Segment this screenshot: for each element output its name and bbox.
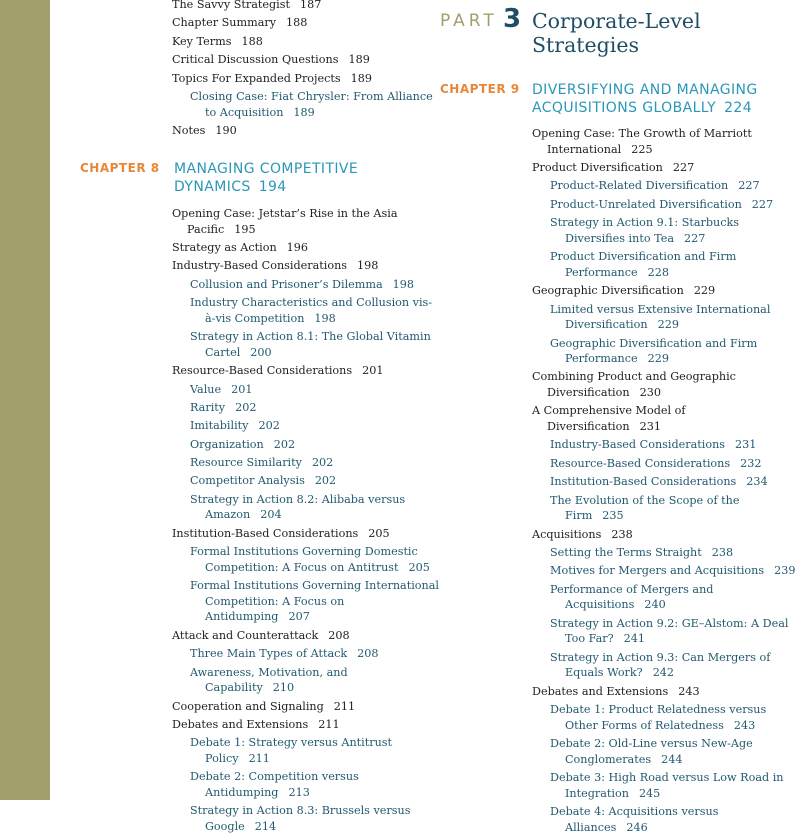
toc-subentry[interactable] [550, 736, 800, 767]
toc-entry-title: Product Diversification and Firm Performance [550, 250, 737, 279]
toc-entry-title: Institution-Based Considerations [550, 475, 737, 489]
toc-entry-page: 231 [735, 438, 757, 452]
toc-entry-title: Imitability [190, 419, 249, 433]
toc-entry-title: Attack and Counterattack [172, 628, 319, 642]
part-number: 3 [503, 4, 522, 34]
part-title: Corporate-Level Strategies [532, 9, 701, 57]
toc-entry-page: 211 [248, 751, 270, 765]
toc-entry[interactable] [172, 699, 440, 715]
toc-entry-page: 198 [314, 311, 336, 325]
toc-subentry[interactable] [190, 277, 440, 293]
toc-entry-page: 241 [623, 632, 645, 646]
toc-entry-title: Debates and Extensions [532, 684, 669, 698]
toc-entry-title: Geographic Diversification and Firm Performance [550, 336, 758, 366]
toc-subentry[interactable] [190, 418, 440, 434]
left-column-top [172, 0, 440, 141]
toc-entry-page: 202 [314, 474, 337, 488]
toc-entry-title: Setting the Terms Straight [550, 546, 702, 559]
toc-subentry[interactable] [550, 336, 800, 367]
toc-entry-title: Resource-Based Considerations [550, 456, 731, 470]
toc-entry-page: 238 [711, 546, 734, 559]
toc-entry-page: 189 [350, 71, 372, 85]
toc-entry-page: 232 [740, 456, 762, 470]
toc-entry-page: 228 [647, 265, 669, 279]
toc-entry-title: Debate 1: Strategy versus Antitrust Policy [190, 736, 393, 765]
chapter-9-page: 224 [724, 99, 752, 116]
toc-entry[interactable] [172, 526, 440, 542]
toc-entry[interactable] [532, 283, 800, 299]
toc-entry[interactable] [172, 258, 440, 274]
toc-entry-title: Strategy in Action 8.2: Alibaba versus Amazon [190, 492, 406, 522]
toc-entry-page: 198 [357, 259, 379, 273]
toc-subentry[interactable] [550, 437, 800, 453]
toc-entry-page: 243 [678, 684, 700, 698]
toc-subentry[interactable] [550, 702, 800, 733]
toc-subentry[interactable] [550, 178, 800, 194]
toc-entry-title: Debates and Extensions [172, 717, 309, 731]
toc-subentry[interactable] [550, 215, 800, 246]
toc-entry-page: 188 [241, 34, 263, 48]
toc-entry[interactable] [172, 363, 440, 379]
toc-entry-page: 202 [258, 419, 280, 433]
toc-entry[interactable] [172, 123, 440, 139]
toc-subentry[interactable] [190, 329, 440, 360]
toc-entry-title: Combining Product and Geographic Diversification [532, 370, 736, 400]
toc-entry-page: 190 [215, 123, 237, 137]
toc-entry-page: 229 [693, 284, 716, 298]
chapter-8-title-text: MANAGING COMPETITIVE DYNAMICS [174, 161, 359, 195]
toc-subentry[interactable] [190, 578, 440, 625]
toc-entry-title: Industry Characteristics and Collusion vis-à-vis Competition [190, 296, 433, 325]
toc-entry-page: 201 [362, 364, 384, 378]
toc-entry-title: Debate 3: High Road versus Low Road in Integration [550, 771, 784, 800]
toc-entry[interactable] [172, 15, 440, 31]
toc-entry-title: Acquisitions [532, 527, 602, 541]
toc-subentry[interactable] [190, 89, 440, 120]
toc-entry-page: 244 [661, 752, 683, 766]
toc-entry-page: 207 [288, 610, 310, 624]
toc-entry-title: Strategy in Action 9.2: GE–Alstom: A Deal Too Far? [550, 616, 789, 646]
toc-entry[interactable] [532, 403, 800, 434]
toc-entry-title: Limited versus Extensive International Diversification [550, 302, 771, 332]
toc-subentry[interactable] [550, 197, 800, 213]
toc-entry-title: Topics For Expanded Projects [172, 71, 341, 85]
toc-entry[interactable] [172, 717, 440, 733]
toc-entry[interactable] [172, 34, 440, 50]
toc-subentry[interactable] [190, 455, 440, 471]
toc-entry-title: Performance of Mergers and Acquisitions [550, 582, 714, 612]
toc-entry-page: 213 [288, 785, 310, 799]
toc-entry[interactable] [532, 160, 800, 176]
toc-subentry[interactable] [550, 545, 800, 561]
toc-entry-title: Awareness, Motivation, and Capability [190, 665, 348, 695]
toc-entry-title: Opening Case: Jetstar’s Rise in the Asia Pacific [172, 207, 398, 236]
toc-entry-title: Industry-Based Considerations [172, 259, 348, 273]
toc-entry-page: 195 [234, 222, 256, 236]
toc-entry-page: 225 [631, 142, 653, 156]
toc-entry-page: 227 [751, 197, 774, 211]
toc-entry[interactable] [532, 527, 800, 543]
toc-entry-page: 239 [774, 564, 796, 578]
toc-list-chapter-9 [532, 126, 800, 835]
toc-entry-title: Strategy in Action 8.1: The Global Vitamin Cartel [190, 330, 431, 359]
toc-entry-title: Resource Similarity [190, 456, 302, 470]
toc-subentry[interactable] [550, 456, 800, 472]
toc-subentry[interactable] [550, 770, 800, 801]
toc-entry[interactable] [532, 369, 800, 400]
toc-entry-title: Rarity [190, 400, 226, 414]
toc-entry-page: 205 [368, 526, 390, 540]
toc-entry-page: 214 [254, 819, 277, 833]
toc-entry-page: 201 [231, 382, 253, 396]
toc-entry-page: 238 [611, 527, 633, 541]
toc-entry-title: Organization [190, 437, 264, 451]
toc-subentry[interactable] [550, 474, 800, 490]
toc-subentry[interactable] [190, 769, 440, 800]
toc-entry-title: Formal Institutions Governing Domestic Competition: A Focus on Antitrust [190, 545, 418, 574]
toc-entry-page: 231 [639, 420, 661, 434]
toc-entry-page: 202 [311, 456, 334, 470]
toc-entry-page: 202 [273, 437, 296, 451]
toc-entry-title: Chapter Summary [172, 16, 277, 30]
chapter-8-label: CHAPTER 8 [80, 161, 160, 175]
toc-entry-title: Strategy in Action 9.1: Starbucks Diversifies into Tea [550, 216, 740, 245]
toc-entry[interactable] [172, 0, 440, 13]
toc-subentry[interactable] [550, 563, 800, 579]
toc-subentry[interactable] [190, 646, 440, 662]
toc-entry-page: 211 [333, 699, 356, 713]
toc-entry-page: 208 [328, 628, 350, 642]
toc-entry-title: Closing Case: Fiat Chrysler: From Alliance to Acquisition [190, 89, 433, 119]
toc-entry-page: 234 [746, 475, 768, 489]
toc-subentry[interactable] [190, 437, 440, 453]
toc-subentry[interactable] [190, 295, 440, 326]
toc-entry-page: 208 [357, 647, 379, 661]
toc-entry-title: Debate 2: Old-Line versus New-Age Conglomerates [550, 737, 753, 766]
toc-subentry[interactable] [550, 804, 800, 835]
toc-entry-page: 230 [639, 386, 661, 400]
toc-entry-page: 227 [684, 231, 706, 245]
toc-entry[interactable] [532, 684, 800, 700]
toc-entry-title: Industry-Based Considerations [550, 438, 726, 452]
toc-entry[interactable] [172, 206, 440, 237]
toc-entry-title: Critical Discussion Questions [172, 53, 339, 67]
toc-entry-page: 246 [626, 820, 648, 834]
part-label: PART [440, 11, 498, 31]
toc-entry-page: 243 [733, 718, 756, 732]
toc-entry-title: Strategy in Action 8.3: Brussels versus Google [190, 804, 411, 833]
toc-entry-title: Notes [172, 123, 206, 137]
toc-entry-title: Product Diversification [532, 160, 663, 174]
toc-entry-title: Opening Case: The Growth of Marriott International [532, 127, 752, 156]
toc-subentry[interactable] [190, 735, 440, 766]
toc-entry-title: Three Main Types of Attack [190, 647, 348, 661]
toc-entry[interactable] [172, 628, 440, 644]
toc-subentry[interactable] [550, 249, 800, 280]
chapter-9-entries [532, 126, 800, 838]
toc-subentry[interactable] [190, 400, 440, 416]
toc-entry-title: Debate 2: Competition versus Antidumping [190, 770, 359, 799]
toc-entry-title: Geographic Diversification [532, 284, 684, 298]
toc-subentry[interactable] [190, 473, 440, 489]
chapter-8-page: 194 [258, 178, 287, 195]
toc-entry-page: 187 [299, 0, 322, 11]
toc-entry-page: 189 [348, 53, 370, 67]
toc-entry-page: 240 [644, 598, 666, 612]
toc-entry-title: Product-Related Diversification [550, 179, 729, 193]
toc-entry-page: 242 [652, 666, 675, 680]
chapter-9-title[interactable] [532, 82, 782, 117]
toc-entry-page: 211 [318, 717, 340, 731]
toc-entry-page: 235 [602, 509, 624, 523]
toc-entry[interactable] [172, 71, 440, 87]
toc-subentry[interactable] [550, 582, 800, 613]
toc-list-previous-chapter [172, 0, 440, 139]
toc-entry-title: Value [190, 382, 222, 396]
toc-entry-page: 198 [392, 277, 415, 291]
toc-entry-page: 227 [672, 160, 695, 174]
toc-entry[interactable] [532, 126, 800, 157]
chapter-8-entries [172, 206, 440, 837]
toc-entry[interactable] [172, 52, 440, 68]
toc-entry-title: A Comprehensive Model of Diversification [532, 404, 686, 434]
toc-list-chapter-8 [172, 206, 440, 835]
toc-entry-page: 229 [647, 352, 669, 366]
toc-entry-page: 227 [738, 179, 760, 193]
toc-entry-title: Debate 4: Acquisitions versus Alliances [550, 805, 719, 834]
toc-entry-page: 189 [293, 105, 315, 119]
toc-entry[interactable] [172, 240, 440, 256]
toc-entry-page: 202 [235, 400, 257, 414]
toc-subentry[interactable] [190, 544, 440, 575]
toc-entry-page: 229 [657, 318, 679, 332]
toc-subentry[interactable] [550, 650, 800, 681]
toc-entry-title: Collusion and Prisoner’s Dilemma [190, 277, 383, 291]
toc-entry-title: Key Terms [172, 34, 232, 48]
toc-entry-page: 196 [286, 240, 309, 254]
toc-entry-title: Strategy in Action 9.3: Can Mergers of Equals Work? [550, 650, 771, 680]
chapter-9-title-text: DIVERSIFYING AND MANAGING ACQUISITIONS GLOBALLY [532, 82, 758, 116]
book-spine-band [0, 0, 50, 800]
toc-entry-title: Product-Unrelated Diversification [550, 197, 742, 211]
toc-entry-title: Formal Institutions Governing International Competition: A Focus on Antidumping [190, 579, 439, 624]
toc-entry-title: Cooperation and Signaling [172, 699, 324, 713]
toc-subentry[interactable] [550, 616, 800, 647]
toc-subentry[interactable] [190, 665, 440, 696]
toc-subentry[interactable] [190, 382, 440, 398]
chapter-9-label: CHAPTER 9 [440, 82, 520, 96]
chapter-8-title[interactable] [174, 161, 404, 196]
toc-entry-page: 200 [250, 345, 272, 359]
toc-subentry[interactable] [190, 803, 440, 834]
toc-entry-title: Resource-Based Considerations [172, 364, 353, 378]
toc-subentry[interactable] [550, 493, 800, 524]
toc-subentry[interactable] [190, 492, 440, 523]
toc-entry-page: 205 [408, 560, 430, 574]
toc-entry-title: Debate 1: Product Relatedness versus Other Forms of Relatedness [550, 703, 767, 732]
toc-entry-page: 188 [286, 16, 308, 30]
toc-entry-page: 210 [272, 681, 295, 695]
toc-entry-page: 245 [638, 786, 661, 800]
toc-entry-title: The Savvy Strategist [172, 0, 290, 11]
toc-entry-title: Strategy as Action [172, 240, 277, 254]
toc-entry-title: The Evolution of the Scope of the Firm [550, 493, 740, 523]
toc-subentry[interactable] [550, 302, 800, 333]
toc-entry-title: Institution-Based Considerations [172, 526, 359, 540]
toc-entry-title: Motives for Mergers and Acquisitions [550, 564, 765, 578]
toc-entry-page: 204 [260, 508, 282, 522]
toc-entry-title: Competitor Analysis [190, 474, 305, 488]
